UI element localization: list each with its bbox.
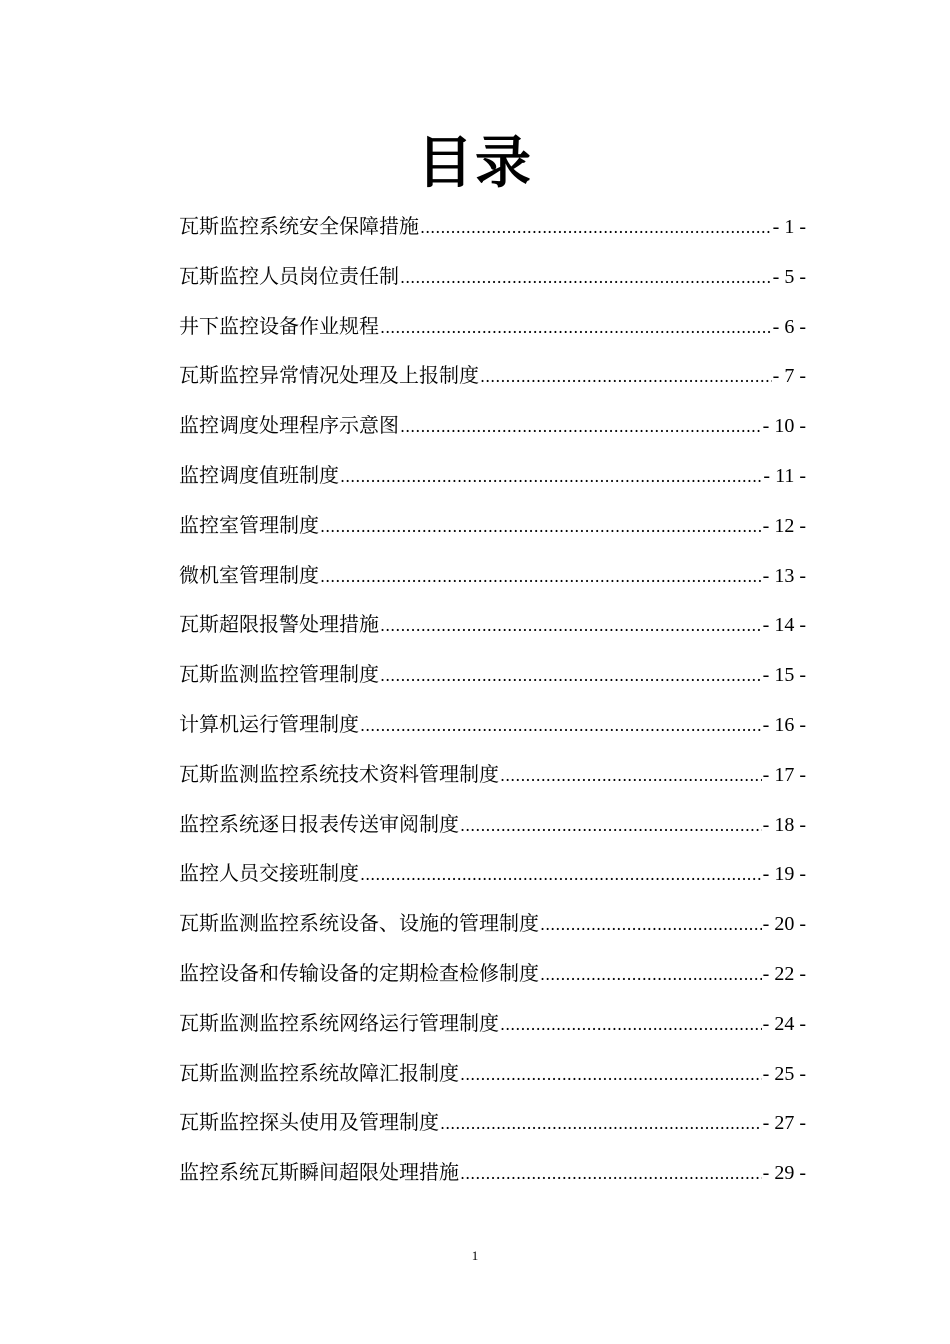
toc-entry[interactable] [179, 949, 806, 999]
toc-entry-page: - 29 - [762, 1162, 806, 1185]
toc-dot-leader [540, 900, 762, 950]
toc-entry-title: 监控调度值班制度 [179, 462, 339, 487]
toc-entry[interactable] [179, 451, 806, 501]
toc-entry-page: - 10 - [762, 415, 806, 438]
toc-entry[interactable] [179, 600, 806, 650]
toc-entry-page: - 19 - [762, 863, 806, 886]
toc-entry[interactable] [179, 551, 806, 601]
toc-entry[interactable] [179, 999, 806, 1049]
toc-entry-page: - 13 - [762, 564, 806, 587]
toc-entry-title: 监控系统逐日报表传送审阅制度 [179, 811, 459, 836]
toc-dot-leader [400, 253, 772, 303]
toc-dot-leader [500, 751, 762, 801]
toc-entry[interactable] [179, 899, 806, 949]
toc-entry-page: - 7 - [772, 365, 806, 388]
toc-dot-leader [360, 701, 762, 751]
toc-dot-leader [540, 950, 762, 1000]
toc-entry-title: 瓦斯监控异常情况处理及上报制度 [179, 363, 479, 388]
toc-entry-title: 井下监控设备作业规程 [179, 313, 379, 338]
toc-entry-title: 瓦斯监测监控管理制度 [179, 662, 379, 687]
toc-entry[interactable] [179, 302, 806, 352]
toc-title: 目录 [417, 131, 533, 196]
toc-entry-page: - 6 - [772, 315, 806, 338]
toc-entry[interactable] [179, 202, 806, 252]
toc-dot-leader [500, 1000, 762, 1050]
toc-entry[interactable] [179, 501, 806, 551]
toc-dot-leader [380, 651, 762, 701]
toc-entry-page: - 12 - [762, 514, 806, 537]
toc-entry-title: 瓦斯超限报警处理措施 [179, 612, 379, 637]
toc-entry-page: - 25 - [762, 1062, 806, 1085]
toc-entry-page: - 5 - [772, 265, 806, 288]
toc-dot-leader [320, 552, 762, 602]
toc-entry[interactable] [179, 750, 806, 800]
toc-entry-title: 瓦斯监测监控系统网络运行管理制度 [179, 1010, 499, 1035]
toc-entry-page: - 17 - [762, 763, 806, 786]
toc-dot-leader [460, 801, 762, 851]
toc-entry-page: - 20 - [762, 913, 806, 936]
toc-entry-title: 瓦斯监控探头使用及管理制度 [179, 1110, 439, 1135]
toc-dot-leader [480, 352, 772, 402]
toc-entry[interactable] [179, 401, 806, 451]
toc-entry[interactable] [179, 252, 806, 302]
toc-entry-title: 微机室管理制度 [179, 562, 319, 587]
toc-entry-page: - 1 - [772, 216, 806, 238]
toc-dot-leader [380, 601, 762, 651]
toc-entry-page: - 22 - [762, 962, 806, 985]
toc-entry[interactable] [179, 351, 806, 401]
toc-dot-leader [400, 402, 762, 452]
toc-entry[interactable] [179, 800, 806, 850]
toc-entry-page: - 15 - [762, 664, 806, 687]
toc-dot-leader [320, 502, 762, 552]
toc-entry[interactable] [179, 1148, 806, 1198]
toc-entry[interactable] [179, 650, 806, 700]
toc-entry-title: 瓦斯监控人员岗位责任制 [179, 263, 399, 288]
toc-dot-leader [460, 1050, 762, 1100]
toc-entry-page: - 27 - [762, 1112, 806, 1135]
toc-list [179, 202, 806, 1198]
toc-entry-page: - 18 - [762, 813, 806, 836]
toc-entry-title: 监控室管理制度 [179, 512, 319, 537]
toc-entry-page: - 24 - [762, 1012, 806, 1035]
page-number: 1 [471, 1248, 479, 1263]
toc-dot-leader [420, 203, 772, 253]
toc-dot-leader [360, 850, 762, 900]
toc-entry-title: 计算机运行管理制度 [179, 711, 359, 736]
toc-entry-title: 监控设备和传输设备的定期检查检修制度 [179, 960, 539, 985]
toc-entry[interactable] [179, 1049, 806, 1099]
toc-entry-page: - 14 - [762, 614, 806, 637]
toc-entry-title: 监控系统瓦斯瞬间超限处理措施 [179, 1160, 459, 1185]
toc-dot-leader [460, 1149, 762, 1199]
toc-entry-title: 瓦斯监测监控系统设备、设施的管理制度 [179, 911, 539, 936]
toc-dot-leader [440, 1099, 762, 1149]
toc-entry[interactable] [179, 849, 806, 899]
toc-entry[interactable] [179, 1098, 806, 1148]
toc-entry-page: - 16 - [762, 713, 806, 736]
toc-entry[interactable] [179, 700, 806, 750]
toc-entry-page: - 11 - [763, 464, 806, 487]
toc-dot-leader [340, 452, 762, 502]
toc-entry-title: 瓦斯监测监控系统故障汇报制度 [179, 1060, 459, 1085]
toc-entry-title: 瓦斯监测监控系统技术资料管理制度 [179, 761, 499, 786]
toc-entry-title: 瓦斯监控系统安全保障措施 [179, 214, 419, 238]
toc-entry-title: 监控调度处理程序示意图 [179, 413, 399, 438]
toc-dot-leader [380, 303, 772, 353]
toc-entry-title: 监控人员交接班制度 [179, 861, 359, 886]
